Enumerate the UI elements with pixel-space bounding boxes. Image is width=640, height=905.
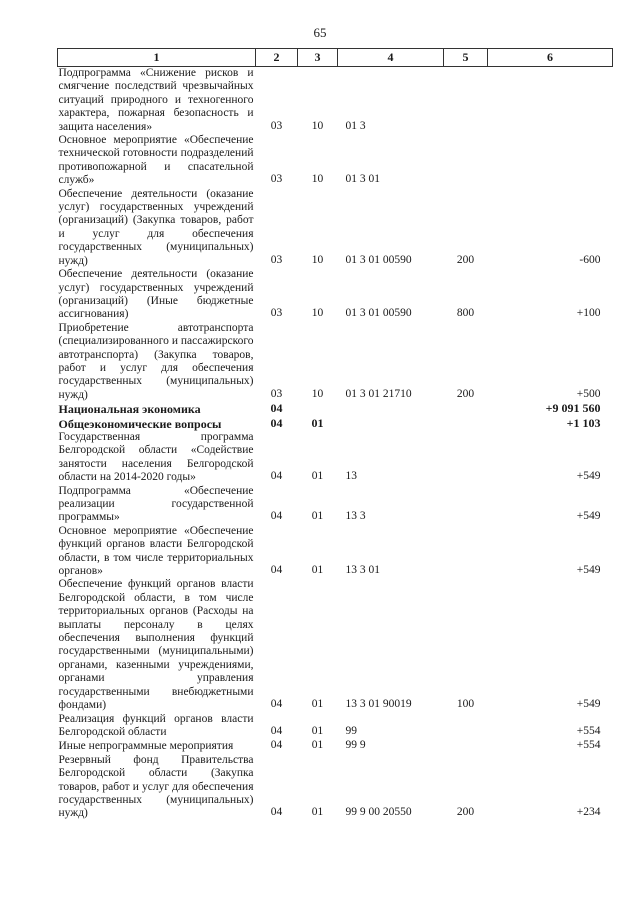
row-section-code: 04 [270, 564, 283, 577]
row-target-article-code: 01 3 [345, 119, 366, 132]
table-row [58, 134, 613, 188]
row-target-article-code: 01 3 01 00590 [345, 253, 412, 266]
row-name: Реализация функций органов власти Белгородской области [58, 712, 254, 738]
row-expense-type-code [444, 525, 488, 579]
row-amount: +549 [576, 698, 601, 711]
row-subsection-code: 10 [311, 387, 324, 400]
row-name: Обеспечение функций органов власти Белгородской области, в том числе территориальных органов (Расходы на выплаты персоналу в целях обеспечения выполнения функций государственными (муниципальными) органами, казенными учреждениями, органами управления государственными внебюджетными фондами) [58, 578, 254, 712]
row-expense-type-code [444, 67, 488, 135]
row-name: Обеспечение деятельности (оказание услуг) государственных учреждений (организаций) (Иные бюджетные ассигнования) [58, 268, 254, 321]
row-expense-type-code [444, 431, 488, 485]
row-target-article-code: 99 [345, 724, 357, 737]
row-target-article-code: 13 3 [345, 510, 366, 523]
row-section-code: 04 [270, 415, 283, 430]
row-section-code: 04 [270, 470, 283, 483]
row-target-article-code: 01 3 01 [345, 173, 380, 186]
row-expense-type-code: 800 [456, 307, 475, 320]
row-section-code: 03 [270, 387, 283, 400]
table-row [58, 188, 613, 268]
table-row [58, 67, 613, 135]
row-subsection-code: 10 [311, 253, 324, 266]
table-row [58, 322, 613, 402]
row-target-article-code: 01 3 01 00590 [345, 307, 412, 320]
row-name: Подпрограмма «Снижение рисков и смягчение последствий чрезвычайных ситуаций природного и техногенного характера, пожарная безопасность и защита населения» [58, 67, 254, 133]
row-section-code: 04 [270, 724, 283, 737]
row-target-article-code [338, 417, 444, 431]
row-expense-type-code: 200 [456, 253, 475, 266]
row-expense-type-code [444, 134, 488, 188]
row-section-code: 03 [270, 307, 283, 320]
header-col-3: 3 [298, 49, 338, 67]
row-name: Общеэкономические вопросы [58, 416, 222, 431]
row-amount: +9 091 560 [545, 401, 601, 416]
row-name: Подпрограмма «Обеспечение реализации государственной программы» [58, 484, 254, 524]
row-name: Иные непрограммные мероприятия [58, 740, 234, 753]
row-subsection-code [298, 402, 338, 416]
row-amount: -600 [579, 253, 601, 266]
table-row [58, 485, 613, 525]
table-row [58, 268, 613, 322]
row-target-article-code: 13 3 01 90019 [345, 698, 412, 711]
header-col-5: 5 [444, 49, 488, 67]
row-expense-type-code [444, 402, 488, 416]
table-row [58, 431, 613, 485]
row-amount: +549 [576, 564, 601, 577]
budget-table [57, 48, 613, 821]
table-header-row [58, 49, 613, 67]
row-subsection-code: 01 [311, 510, 324, 523]
row-amount: +500 [576, 387, 601, 400]
row-amount: +1 103 [566, 415, 601, 430]
row-amount: +100 [576, 307, 601, 320]
row-target-article-code: 13 [345, 470, 357, 483]
row-target-article-code: 99 9 [345, 739, 366, 752]
row-amount: +554 [576, 739, 601, 752]
row-amount [488, 134, 613, 188]
row-name: Национальная экономика [58, 402, 201, 417]
table-row [58, 754, 613, 821]
row-expense-type-code [444, 485, 488, 525]
row-section-code: 04 [270, 510, 283, 523]
row-section-code: 04 [270, 401, 283, 416]
row-subsection-code: 10 [311, 173, 324, 186]
row-expense-type-code [444, 739, 488, 753]
row-subsection-code: 01 [311, 415, 324, 430]
row-section-code: 04 [270, 739, 283, 752]
header-col-1: 1 [58, 49, 256, 67]
row-amount [488, 67, 613, 135]
row-section-code: 03 [270, 119, 283, 132]
row-expense-type-code: 200 [456, 387, 475, 400]
table-row [58, 739, 613, 753]
row-name: Приобретение автотранспорта (специализированного и пассажирского автотранспорта) (Закупка товаров, работ и услуг для обеспечения государственных (муниципальных) нужд) [58, 321, 254, 401]
row-expense-type-code [444, 417, 488, 431]
row-subsection-code: 01 [311, 698, 324, 711]
row-amount: +549 [576, 510, 601, 523]
row-name: Основное мероприятие «Обеспечение технической готовности подразделений противопожарной и спасательной служб» [58, 134, 254, 187]
row-expense-type-code [444, 713, 488, 740]
table-row [58, 402, 613, 416]
row-target-article-code [338, 402, 444, 416]
header-col-2: 2 [256, 49, 298, 67]
row-expense-type-code: 200 [456, 806, 475, 819]
row-name: Основное мероприятие «Обеспечение функций органов власти Белгородской области, в том числе территориальных органов» [58, 524, 254, 578]
row-name: Обеспечение деятельности (оказание услуг) государственных учреждений (организаций) (Закупка товаров, работ и услуг для обеспечения государственных (муниципальных) нужд) [58, 187, 254, 267]
row-subsection-code: 01 [311, 470, 324, 483]
row-target-article-code: 01 3 01 21710 [345, 387, 412, 400]
row-subsection-code: 01 [311, 564, 324, 577]
row-subsection-code: 10 [311, 307, 324, 320]
row-amount: +234 [576, 806, 601, 819]
row-subsection-code: 01 [311, 739, 324, 752]
table-row [58, 578, 613, 712]
table-body [58, 67, 613, 821]
row-subsection-code: 01 [311, 724, 324, 737]
row-section-code: 03 [270, 173, 283, 186]
row-amount: +549 [576, 470, 601, 483]
row-target-article-code: 13 3 01 [345, 564, 380, 577]
row-subsection-code: 10 [311, 119, 324, 132]
row-expense-type-code: 100 [456, 698, 475, 711]
row-amount: +554 [576, 724, 601, 737]
row-section-code: 03 [270, 253, 283, 266]
row-section-code: 04 [270, 698, 283, 711]
row-name: Государственная программа Белгородской области «Содействие занятости населения Белгородской области на 2014-2020 годы» [58, 430, 254, 484]
row-target-article-code: 99 9 00 20550 [345, 806, 412, 819]
table-row [58, 417, 613, 431]
header-col-6: 6 [488, 49, 613, 67]
table-row [58, 713, 613, 740]
row-name: Резервный фонд Правительства Белгородской области (Закупка товаров, работ и услуг для обеспечения государственных (муниципальных) нужд) [58, 753, 254, 820]
row-section-code: 04 [270, 806, 283, 819]
header-col-4: 4 [338, 49, 444, 67]
page-number: 65 [313, 25, 327, 40]
table-row [58, 525, 613, 579]
row-subsection-code: 01 [311, 806, 324, 819]
